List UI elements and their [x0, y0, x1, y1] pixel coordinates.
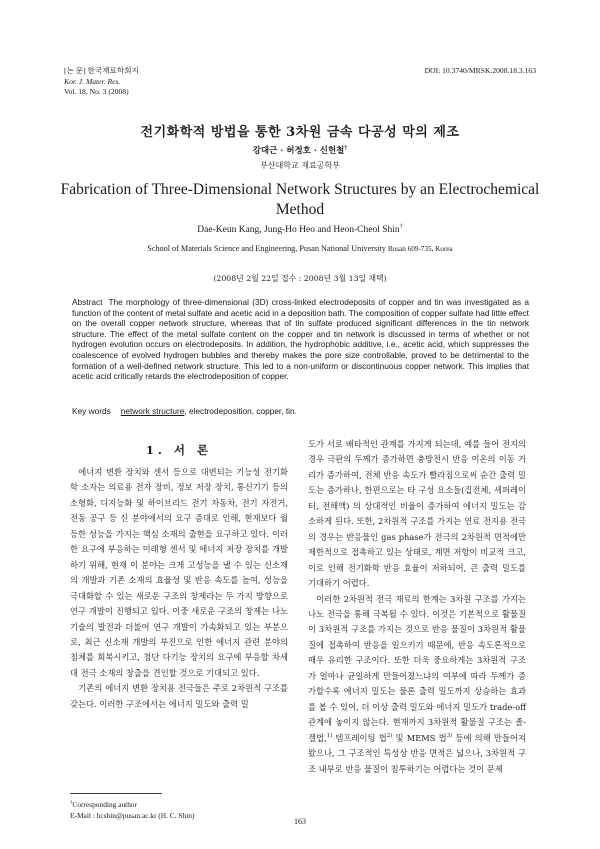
received-dates: (2008년 2월 22일 접수 : 2008년 3월 13일 채택) — [213, 274, 387, 283]
keywords-rest: , electrodeposition, copper, tin. — [184, 406, 297, 416]
body-column-left — [70, 437, 288, 712]
citation-ref: 3) — [446, 732, 453, 739]
keyword-network-structure: network structure — [120, 406, 185, 416]
korean-affiliation: 부산대학교 재료공학부 — [260, 161, 340, 170]
english-affiliation — [0, 244, 600, 253]
journal-abbreviation: Kor. J. Mater. Res. — [64, 76, 121, 86]
journal-header — [64, 66, 139, 98]
body-text: 이러한 2차원적 전극 재료의 한계는 3차원 구조를 가지는 나노 전극을 통해 극복될 수 있다. 이것은 기본적으로 활물질이 3차원적 구조를 가지는 것으로 반응 물질이 3차원적 활물질에 접촉하여 반응을 일으키기 때문에, 반응 속도론적으로 매우 유리한 구조이다. 또한 더욱 중요하게는 3차원적 구조가 얼마나 균일하게 만들어졌느냐의 여부에 따라 두께가 증가할수록 에너지 밀도는 물론 출력 밀도까지 상승하는 효과를 볼 수 있어, 더 이상 출력 밀도와 에너지 밀도가 trade-off 관계에 놓이지 않는다. 현재까지 3차원적 활물질 구조는 졸-겔법, — [308, 593, 526, 743]
page-number: 163 — [294, 817, 306, 826]
citation-ref: 1) — [326, 732, 333, 739]
footnote-divider — [70, 793, 162, 794]
korean-authors-names: 강대근 · 허정호 · 신헌철 — [252, 146, 345, 156]
keywords — [72, 406, 529, 416]
citation-ref: 2) — [386, 732, 393, 739]
english-title: Fabrication of Three-Dimensional Network Structures by an Electrochemical Method — [60, 181, 540, 218]
keywords-label: Key words — [72, 406, 111, 416]
body-paragraph: 에너지 변환 장치와 센서 등으로 대변되는 기능성 전기화학 소자는 의료용 전자 장비, 정보 저장 장치, 통신기기 등의 소형화, 디지능화 및 하이브리드 전기 자동차, 전기 자전거, 전동 공구 등 신 분야에서의 요구 증대로 인해, 현재보다 월등한 성능을 가지는 핵심 소재의 출현을 요구하고 있다. 이러한 요구에 부응하는 미래형 센서 및 에너지 저장 장치를 개발하기 위해, 현재 이 분야는 크게 고성능을 낼 수 있는 신소재의 개발과 기존 소재의 효율성 및 반응 속도를 높여, 성능을 극대화할 수 있는 새로운 구조의 창제라는 두 가지 방향으로 연구 개발이 진행되고 있다. 이중 새로운 구조의 창제는 나노 기술의 발전과 더불어 연구 개발이 가속화되고 있는 부분으로, 최근 신소재 개발의 부진으로 인한 에너지 관련 분야의 침체를 회복시키고, 첨단 다기능 장치의 요구에 부응할 차세대 전극 소재의 창출을 견인할 것으로 기대되고 있다. — [70, 467, 288, 678]
journal-name-ko: [논 문] 한국재료학회지 — [64, 66, 139, 75]
footnote-email: E-Mail : hcshin@pusan.ac.kr (H. C. Shin) — [70, 811, 195, 820]
abstract-label: Abstract — [72, 297, 103, 307]
footnote-mark: † — [70, 800, 73, 806]
english-affiliation-school: School of Materials Science and Engineering, Pusan National University — [147, 244, 386, 253]
body-paragraph: 기존의 에너지 변환 장치용 전극들은 주로 2차원적 구조를 갖는다. 이러한 구조에서는 에너지 밀도와 출력 밀 — [70, 683, 288, 709]
corresponding-mark-en: † — [399, 223, 403, 230]
body-paragraph — [308, 592, 526, 777]
journal-volume: Vol. 18, No. 3 (2008) — [64, 87, 129, 96]
body-column-right — [308, 437, 526, 777]
korean-authors — [0, 144, 600, 156]
corresponding-mark: † — [344, 145, 348, 152]
body-text: 등에 의해 만들어져 왔으나, 그 구조적인 특성상 반응 면적은 넓으나, 3차원적 구조 내부로 반응 물질이 침투하기는 어렵다는 것이 문제 — [308, 732, 526, 774]
section-heading: 1. 서 론 — [145, 443, 213, 457]
body-paragraph: 도가 서로 배타적인 관계를 가지게 되는데, 예를 들어 전지의 경우 극판의 두께가 증가하면 충방전시 반응 이온의 이동 거리가 증가하여, 전체 반응 속도가 빨라짐으로써 순간 출력 밀도는 증가하나, 한편으로는 타 구성 요소들(집전체, 세퍼레이터, 전해액) 의 상대적인 비율이 증가하여 에너지 밀도는 감소하게 된다. 또한, 2차원적 구조를 가지는 연료 전지용 전극의 경우는 반응물인 gas phase가 전극의 2차원적 면적에만 제한적으로 접촉하고 있는 상태로, 계면 저항이 비교적 크고, 이로 인해 전기화학 반응 효율이 저하되어, 큰 출력 밀도를 기대하기 어렵다. — [308, 439, 526, 589]
doi: DOI: 10.3740/MRSK.2008.18.3.163 — [424, 66, 536, 75]
body-text: 템프레이팅 법 — [332, 732, 387, 743]
abstract-text: The morphology of three-dimensional (3D) cross-linked electrodeposits of copper and tin was investigated as a function of the content of metal sulfate and acetic acid in a deposition bath. The composition of copper sulfate had little effect on the overall copper network structure, whereas that of tin sulfate produced significant differences in the tin network structure. The effect of the metal sulfate content on the copper and tin network is discussed in terms of whether or not hydrogen evolution occurs on electrodeposits. In addition, the hydrophobic additive, i.e., acetic acid, which suppresses the coalescence of evolved hydrogen bubbles and thereby makes the pore size controllable, proved to be detrimental to the formation of a well-defined network structure. This led to a non-uniform or discontinuous copper network. This implies that acetic acid critically retards the electrodeposition of copper. — [72, 297, 529, 382]
english-authors-names: Dae-Keun Kang, Jung-Ho Heo and Heon-Cheol Shin — [197, 225, 400, 235]
footnote-corresponding — [70, 799, 194, 810]
english-affiliation-address: Busan 609-735, Korea — [387, 245, 453, 253]
korean-title: 전기화학적 방법을 통한 3차원 금속 다공성 막의 제조 — [140, 125, 460, 140]
abstract — [72, 297, 529, 382]
footnote-label: Corresponding author — [72, 800, 138, 809]
body-text: 및 MEMS 법 — [392, 732, 447, 743]
english-authors — [0, 225, 600, 235]
